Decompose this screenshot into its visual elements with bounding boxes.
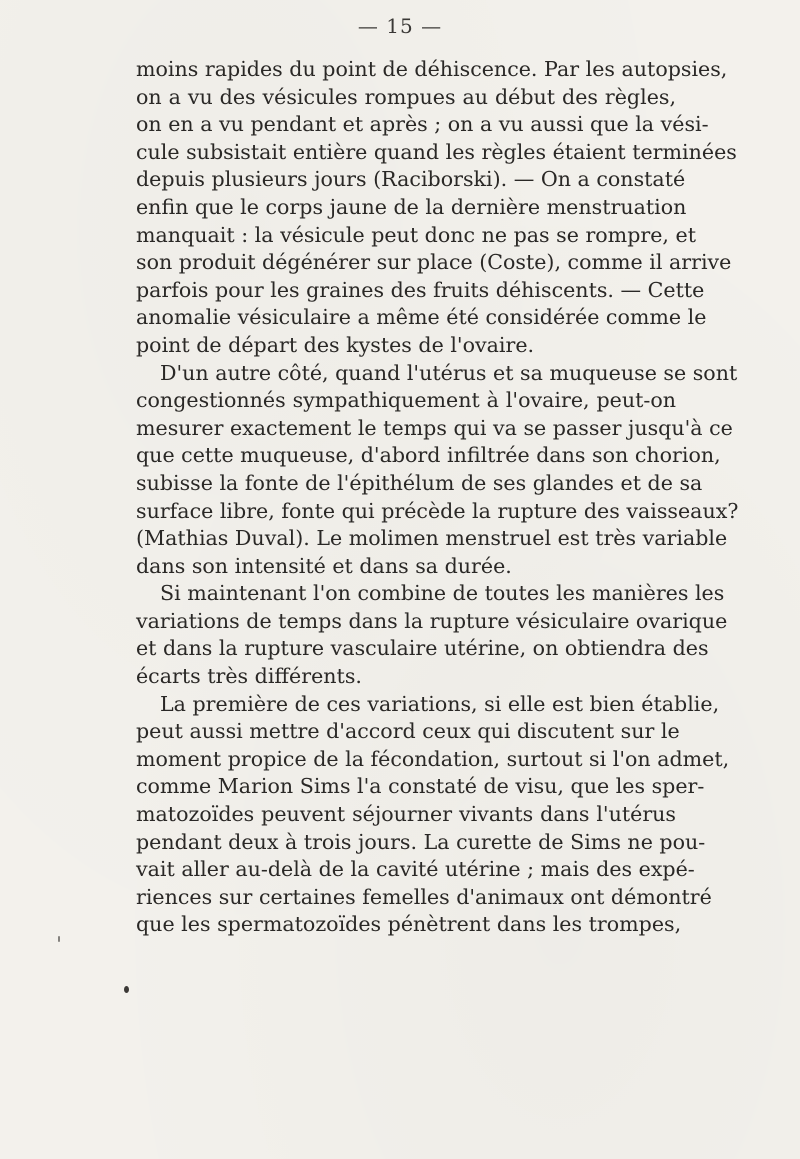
- text-line: cule subsistait entière quand les règles étaient terminées: [136, 139, 737, 164]
- text-line: parfois pour les graines des fruits déhiscents. — Cette: [136, 277, 705, 302]
- text-line: congestionnés sympathiquement à l'ovaire, peut-on: [136, 388, 676, 413]
- text-line: manquait : la vésicule peut donc ne pas se rompre, et: [136, 222, 696, 247]
- text-line: moins rapides du point de déhiscence. Par les autopsies,: [136, 57, 728, 81]
- text-line: mesurer exactement le temps qui va se passer jusqu'à ce: [136, 415, 733, 440]
- text-line: enfin que le corps jaune de la dernière menstruation: [136, 194, 687, 219]
- paragraph: [136, 691, 730, 939]
- paragraph: [136, 56, 737, 360]
- text-line: La première de ces variations, si elle est bien établie,: [160, 691, 720, 716]
- text-line: et dans la rupture vasculaire utérine, on obtiendra des: [136, 636, 709, 661]
- body-text: [136, 56, 739, 939]
- text-line: moment propice de la fécondation, surtout si l'on admet,: [136, 746, 730, 771]
- text-line: on a vu des vésicules rompues au début des règles,: [136, 84, 676, 109]
- text-line: que cette muqueuse, d'abord infiltrée dans son chorion,: [136, 443, 721, 468]
- text-line: D'un autre côté, quand l'utérus et sa muqueuse se sont: [160, 360, 738, 385]
- paragraph: [136, 580, 728, 690]
- text-line: matozoïdes peuvent séjourner vivants dans l'utérus: [136, 802, 676, 827]
- page-number: — 15 —: [357, 14, 443, 38]
- text-line: riences sur certaines femelles d'animaux ont démontré: [136, 884, 712, 909]
- text-line: point de départ des kystes de l'ovaire.: [136, 332, 535, 357]
- text-line: anomalie vésiculaire a même été considérée comme le: [136, 305, 707, 330]
- text-line: son produit dégénérer sur place (Coste), comme il arrive: [136, 250, 732, 275]
- text-line: subisse la fonte de l'épithélum de ses glandes et de sa: [136, 470, 703, 495]
- text-line: peut aussi mettre d'accord ceux qui discutent sur le: [136, 719, 680, 744]
- text-line: vait aller au-delà de la cavité utérine ; mais des expé-: [136, 857, 695, 882]
- text-line: variations de temps dans la rupture vésiculaire ovarique: [136, 608, 728, 633]
- text-line: pendant deux à trois jours. La curette de Sims ne pou-: [136, 829, 706, 854]
- ink-speck: [58, 936, 60, 942]
- text-line: dans son intensité et dans sa durée.: [136, 553, 512, 578]
- text-line: comme Marion Sims l'a constaté de visu, que les sper-: [136, 774, 705, 799]
- ink-speck: [124, 986, 129, 993]
- text-line: on en a vu pendant et après ; on a vu aussi que la vési-: [136, 112, 709, 137]
- text-line: que les spermatozoïdes pénètrent dans les trompes,: [136, 912, 682, 937]
- text-line: surface libre, fonte qui précède la rupture des vaisseaux?: [136, 498, 739, 523]
- text-line: depuis plusieurs jours (Raciborski). — On a constaté: [136, 167, 686, 192]
- text-line: Si maintenant l'on combine de toutes les manières les: [160, 581, 725, 606]
- text-line: écarts très différents.: [136, 664, 362, 689]
- paragraph: [136, 360, 739, 581]
- text-line: (Mathias Duval). Le molimen menstruel est très variable: [136, 526, 728, 551]
